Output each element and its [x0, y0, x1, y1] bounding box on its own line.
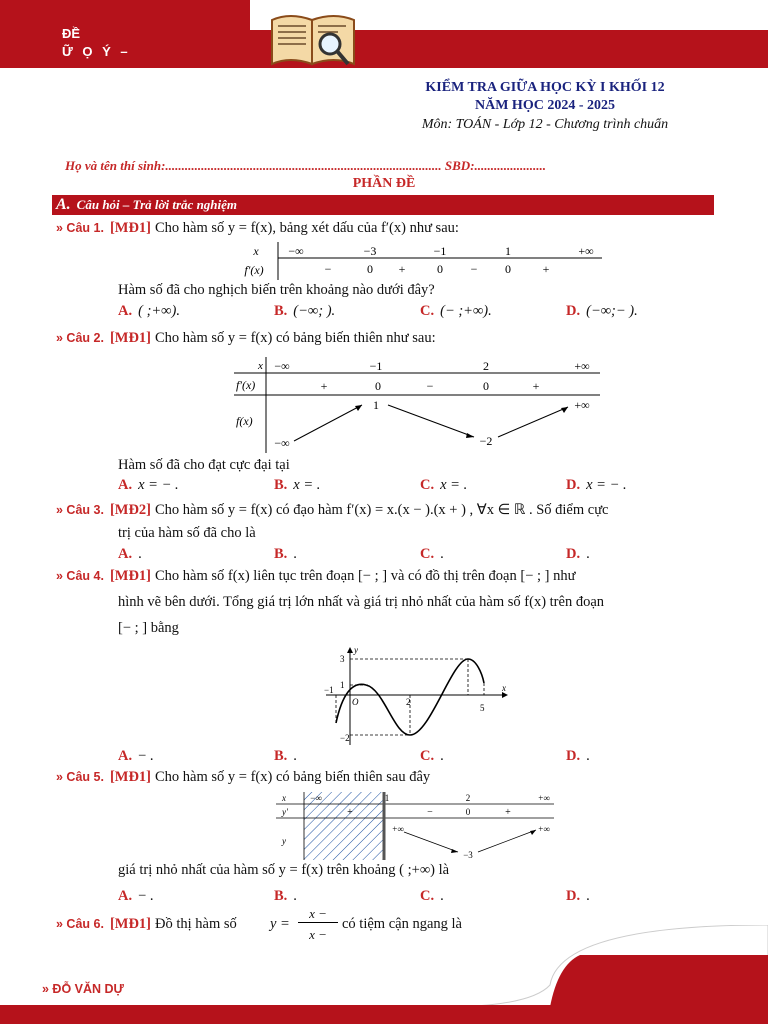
table-sign: 0 [505, 262, 511, 276]
question-number: » Câu 3. [56, 503, 104, 517]
table-sign: 0 [367, 262, 373, 276]
question-number: » Câu 2. [56, 331, 104, 345]
section-title: Câu hỏi – Trả lời trắc nghiệm [76, 197, 238, 212]
question-level: [MĐ2] [109, 502, 152, 518]
part-title: PHẦN ĐỀ [352, 176, 416, 191]
graph-tick: −1 [324, 685, 334, 695]
question-6 [56, 916, 237, 933]
table-y-value: +∞ [392, 824, 404, 834]
footer-bar [0, 1005, 768, 1024]
option-c[interactable]: C. . [420, 888, 444, 904]
table-x-label: x [253, 244, 259, 258]
question-text: Cho hàm số f(x) liên tục trên đoạn [− ; ] và có đồ thị trên đoạn [− ; ] như [155, 568, 576, 584]
book-magnifier-icon [268, 8, 358, 70]
table-x-value: 1 [505, 244, 511, 258]
question-level: [MĐ1] [109, 769, 152, 785]
section-bar [52, 195, 714, 215]
question-2-followup: Hàm số đã cho đạt cực đại tại [118, 457, 290, 473]
option-a[interactable]: A. x = − . [118, 477, 179, 493]
question-level: [MĐ1] [109, 916, 152, 932]
question-5 [56, 769, 430, 786]
question-text: Đồ thị hàm số [155, 916, 237, 932]
variation-table-q5 [274, 790, 556, 862]
option-b[interactable]: B. x = . [274, 477, 321, 493]
question-4 [56, 568, 575, 585]
table-sign: − [470, 262, 478, 276]
fraction-numerator: x − [298, 906, 338, 923]
option-a[interactable]: A. − . [118, 748, 154, 764]
question-2 [56, 330, 436, 347]
table-f-label: f(x) [236, 414, 253, 428]
option-a[interactable]: A. − . [118, 888, 154, 904]
exam-subject: Môn: TOÁN - Lớp 12 - Chương trình chuẩn [421, 117, 669, 132]
table-sign: + [532, 379, 540, 393]
table-sign: + [505, 807, 511, 818]
table-x-label: x [258, 360, 263, 372]
table-f-value: −∞ [274, 436, 290, 450]
table-fp-label: f′(x) [236, 378, 256, 392]
fraction-denominator: x − [309, 927, 327, 942]
table-x-value: +∞ [538, 793, 550, 803]
question-level: [MĐ1] [109, 568, 152, 584]
section-letter: A. [56, 196, 71, 213]
table-x-value: −1 [369, 359, 383, 373]
footer-decoration [440, 925, 768, 1007]
variation-table-q2 [230, 355, 605, 455]
graph-tick: 3 [340, 654, 345, 664]
table-sign: 0 [483, 379, 489, 393]
function-graph-q4 [318, 643, 514, 749]
option-d[interactable]: D. . [566, 748, 590, 764]
table-x-value: 1 [384, 793, 390, 803]
option-a[interactable]: A. . [118, 546, 142, 562]
table-f-value: 1 [373, 398, 379, 412]
table-f-value: −2 [479, 434, 493, 448]
header-text-2: Ữ Ọ Ý – [62, 44, 131, 59]
table-sign: − [426, 379, 434, 393]
question-5-followup: giá trị nhỏ nhất của hàm số y = f(x) trên khoảng ( ;+∞) là [118, 862, 450, 878]
table-sign: + [398, 262, 406, 276]
question-3-followup: trị của hàm số đã cho là [118, 525, 256, 541]
table-sign: − [427, 807, 433, 818]
footer-author: » ĐỖ VĂN DỰ [42, 982, 124, 996]
table-x-value: −1 [433, 244, 447, 258]
question-level: [MĐ1] [109, 330, 152, 346]
table-f-value: +∞ [574, 398, 590, 412]
option-d[interactable]: D. . [566, 888, 590, 904]
table-sign: + [320, 379, 328, 393]
option-b[interactable]: B. . [274, 546, 297, 562]
table-sign: 0 [437, 262, 443, 276]
header-text-1: ĐỀ [62, 26, 81, 41]
graph-x-axis-label: x [502, 683, 506, 693]
graph-y-axis-label: y [354, 645, 358, 655]
question-number: » Câu 6. [56, 917, 104, 931]
option-b[interactable]: B. . [274, 888, 297, 904]
question-4-followup: hình vẽ bên dưới. Tổng giá trị lớn nhất và giá trị nhỏ nhất của hàm số f(x) trên đoạn [118, 594, 605, 610]
table-x-value: −∞ [288, 244, 304, 258]
table-sign: + [542, 262, 550, 276]
table-fp-label: f′(x) [244, 263, 264, 277]
question-number: » Câu 5. [56, 770, 104, 784]
question-number: » Câu 1. [56, 221, 104, 235]
table-sign: 0 [375, 379, 381, 393]
question-text: Cho hàm số y = f(x) có đạo hàm f′(x) = x.(x − ).(x + ) , ∀x ∈ ℝ . Số điểm cực [155, 502, 609, 518]
table-x-value: −∞ [310, 793, 322, 803]
option-d[interactable]: D. (−∞;− ). [566, 303, 638, 319]
table-sign: 0 [465, 807, 471, 817]
option-a[interactable]: A. ( ;+∞). [118, 303, 180, 319]
table-x-label: x [282, 793, 286, 803]
exam-year: NĂM HỌC 2024 - 2025 [475, 98, 615, 113]
table-sign: − [324, 262, 332, 276]
table-x-value: 2 [483, 359, 489, 373]
question-3 [56, 502, 609, 519]
fraction-lhs: y = [270, 916, 290, 932]
exam-title: KIỂM TRA GIỮA HỌC KỲ I KHỐI 12 [425, 80, 665, 95]
option-c[interactable]: C. . [420, 546, 444, 562]
question-1 [56, 220, 459, 237]
option-d[interactable]: D. x = − . [566, 477, 627, 493]
sign-table-q1 [230, 240, 610, 282]
question-text: Cho hàm số y = f(x) có bảng biến thiên sau đây [155, 769, 431, 785]
graph-origin: O [352, 697, 359, 707]
table-y-value: +∞ [538, 824, 550, 834]
question-text: Cho hàm số y = f(x) có bảng biến thiên như sau: [155, 330, 436, 346]
question-1-followup: Hàm số đã cho nghịch biến trên khoảng nào dưới đây? [118, 282, 435, 298]
question-level: [MĐ1] [109, 220, 152, 236]
table-yp-label: y′ [282, 807, 288, 817]
student-info-line: Họ và tên thí sinh:..................................................................................... SBD:...................... [65, 158, 547, 173]
table-x-value: −∞ [274, 359, 290, 373]
graph-tick: 1 [340, 680, 345, 690]
table-y-value: −3 [463, 850, 473, 860]
graph-tick: 2 [406, 697, 411, 707]
table-x-value: 2 [465, 793, 471, 803]
option-c[interactable]: C. . [420, 748, 444, 764]
option-c[interactable]: C. x = . [420, 477, 468, 493]
question-4-followup-2: [− ; ] bằng [118, 620, 179, 636]
graph-tick: 5 [480, 703, 485, 713]
option-d[interactable]: D. . [566, 546, 590, 562]
question-text: Cho hàm số y = f(x), bảng xét dấu của f′(x) như sau: [155, 220, 459, 236]
table-x-value: +∞ [574, 359, 590, 373]
table-y-label: y [282, 836, 286, 846]
option-b[interactable]: B. . [274, 748, 297, 764]
graph-tick: −2 [340, 733, 350, 743]
table-sign: + [347, 807, 353, 818]
table-x-value: −3 [363, 244, 377, 258]
option-c[interactable]: C. (− ;+∞). [420, 303, 492, 319]
table-x-value: +∞ [578, 244, 594, 258]
question-6-followup: có tiệm cận ngang là [342, 916, 462, 932]
question-number: » Câu 4. [56, 569, 104, 583]
option-b[interactable]: B. (−∞; ). [274, 303, 336, 319]
